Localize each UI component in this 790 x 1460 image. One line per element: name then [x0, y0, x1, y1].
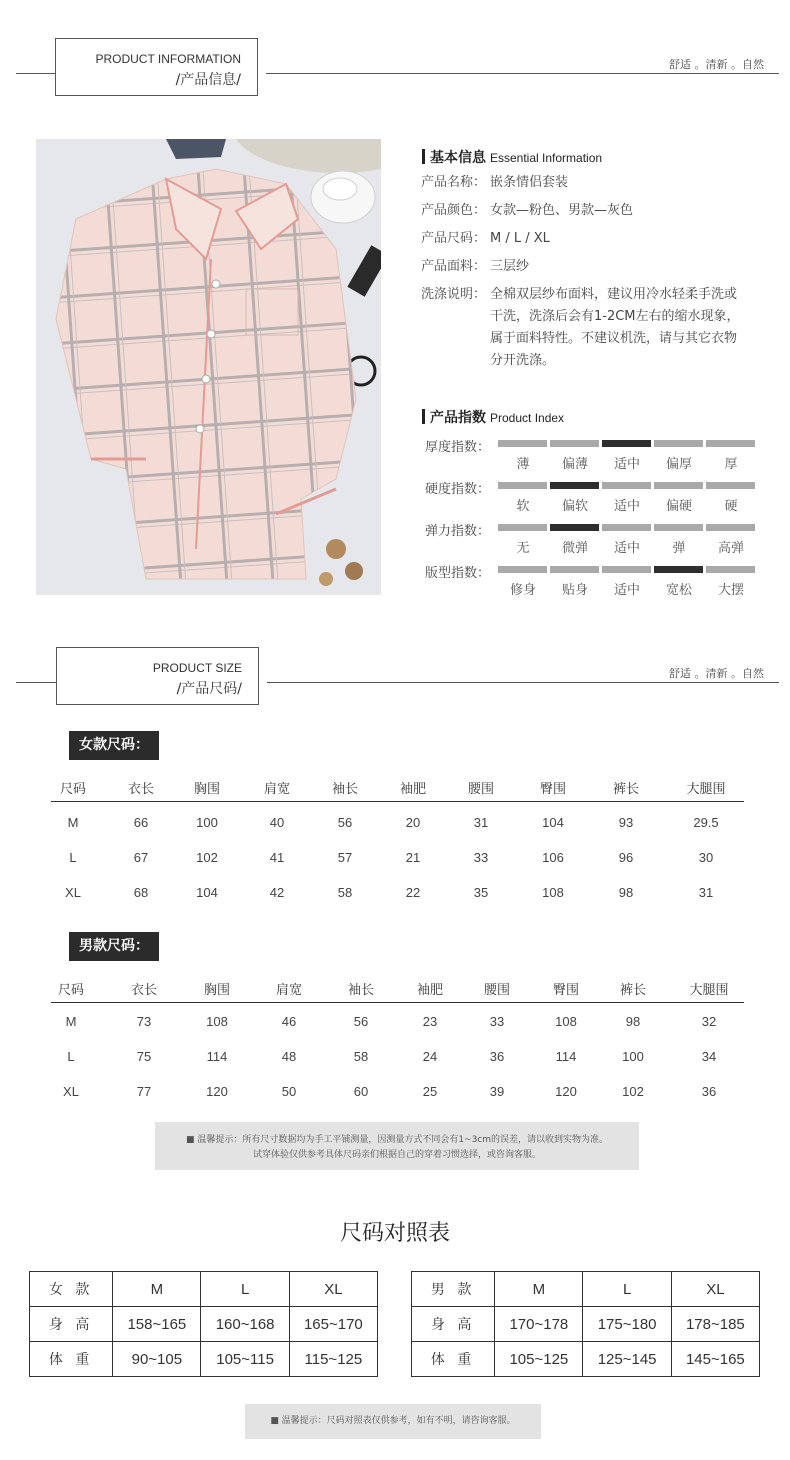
info-label: 产品面料： — [421, 259, 487, 274]
section2-rule-right — [267, 682, 779, 683]
basic-info-title — [422, 147, 602, 167]
table-header-rule — [51, 1002, 744, 1003]
index-segment — [550, 440, 599, 447]
chart-cell: 105~125 — [495, 1342, 583, 1377]
table-header-cell: 胸围 — [203, 983, 230, 998]
table-cell: 68 — [133, 885, 149, 900]
table-header-cell: 腰围 — [483, 983, 510, 998]
table-cell: 30 — [698, 850, 714, 865]
table-header-cell: 裤长 — [612, 782, 639, 797]
table-cell: 46 — [281, 1014, 297, 1029]
size-chart-title: 尺码对照表 — [339, 1221, 450, 1246]
table-cell: 60 — [353, 1084, 369, 1099]
index-option-label: 软 — [516, 499, 530, 514]
index-label: 版型指数： — [425, 566, 491, 581]
table-cell: L — [67, 1049, 75, 1064]
info-value: 三层纱 — [490, 259, 530, 274]
chart-cell: 170~178 — [495, 1307, 583, 1342]
chart-cell: L — [201, 1272, 289, 1307]
table-cell: 56 — [353, 1014, 369, 1029]
index-segment — [706, 482, 755, 489]
table-cell: 93 — [618, 815, 634, 830]
table-header-cell: 臀围 — [539, 782, 566, 797]
table-cell: 106 — [542, 850, 564, 865]
table-cell: 73 — [136, 1014, 152, 1029]
info-label: 产品颜色： — [421, 203, 487, 218]
chart-header-row — [30, 1272, 378, 1307]
index-segment-selected — [654, 566, 703, 573]
index-segment — [654, 524, 703, 531]
index-option-label: 偏软 — [561, 499, 588, 514]
care-line: 干洗，洗涤后会有1-2CM左右的缩水现象， — [490, 309, 740, 324]
index-option-label: 硬 — [724, 499, 738, 514]
index-option-label: 偏薄 — [561, 457, 588, 472]
table-cell: 20 — [405, 815, 421, 830]
chart-row — [30, 1307, 378, 1342]
table-cell: 33 — [489, 1014, 505, 1029]
index-option-label: 宽松 — [665, 583, 692, 598]
index-label: 弹力指数： — [425, 524, 491, 539]
section2-tagline: 舒适 。清新 。自然 — [669, 667, 764, 680]
size-chart-note: ■ 温馨提示：尺码对照表仅供参考，如有不明，请咨询客服。 — [245, 1404, 541, 1439]
table-header-cell: 大腿围 — [686, 782, 726, 797]
index-option-label: 薄 — [516, 457, 530, 472]
section1-tagline: 舒适 。清新 。自然 — [669, 58, 764, 71]
table-cell: 40 — [269, 815, 285, 830]
table-cell: 120 — [206, 1084, 228, 1099]
table-cell: 104 — [542, 815, 564, 830]
table-header-cell: 胸围 — [193, 782, 220, 797]
section1-rule-left — [16, 73, 56, 74]
section1-rule-right — [266, 73, 779, 74]
table-cell: 31 — [698, 885, 714, 900]
chart-cell: 158~165 — [113, 1307, 201, 1342]
product-index-title-cn: 产品指数 — [430, 410, 486, 426]
care-line: 属于面料特性。不建议机洗，请与其它衣物 — [490, 331, 738, 346]
index-segment — [498, 440, 547, 447]
index-option-label: 微弹 — [561, 541, 588, 556]
index-option-label: 修身 — [509, 583, 536, 598]
index-segment — [602, 482, 651, 489]
table-cell: 114 — [206, 1049, 228, 1064]
section1-title-cn: /产品信息/ — [175, 72, 241, 88]
info-row-name — [421, 172, 568, 194]
section1-title-en: PRODUCT INFORMATION — [95, 52, 241, 66]
table-header-cell: 袖肥 — [416, 983, 443, 998]
note-line: ■ 温馨提示：所有尺寸数据均为手工平铺测量，因测量方式不同会有1~3cm的误差，请以收到实物为准。 — [185, 1135, 609, 1145]
care-line: 全棉双层纱布面料，建议用冷水轻柔手洗或 — [490, 287, 738, 302]
chart-cell: M — [495, 1272, 583, 1307]
product-index-title-en: Product Index — [490, 411, 565, 425]
table-cell: 108 — [555, 1014, 577, 1029]
info-row-color — [421, 200, 633, 222]
info-row-fabric — [421, 256, 529, 278]
chart-cell: 115~125 — [289, 1342, 377, 1377]
table-cell: 58 — [353, 1049, 369, 1064]
chart-cell: 125~145 — [583, 1342, 671, 1377]
table-header-cell: 衣长 — [127, 782, 154, 797]
index-option-label: 偏厚 — [665, 457, 692, 472]
section1-header-box — [55, 38, 258, 96]
index-segment — [654, 482, 703, 489]
table-header-cell: 袖长 — [331, 782, 358, 797]
table-cell: 24 — [422, 1049, 438, 1064]
table-cell: 34 — [701, 1049, 717, 1064]
table-cell: 75 — [136, 1049, 152, 1064]
index-option-label: 适中 — [613, 541, 640, 556]
basic-info-title-en: Essential Information — [490, 151, 603, 165]
table-cell: 36 — [489, 1049, 505, 1064]
men-size-chart — [411, 1271, 760, 1377]
table-cell: 77 — [136, 1084, 152, 1099]
table-header-cell: 裤长 — [619, 983, 646, 998]
section2-rule-left — [16, 682, 57, 683]
chart-cell: 身 高 — [30, 1307, 113, 1342]
table-cell: XL — [63, 1084, 79, 1099]
table-cell: M — [65, 1014, 77, 1029]
info-value: 女款—粉色、男款—灰色 — [490, 203, 634, 218]
table-header-rule — [51, 801, 744, 802]
chart-cell: 体 重 — [30, 1342, 113, 1377]
index-segment — [706, 524, 755, 531]
chart-row — [30, 1342, 378, 1377]
chart-cell: 145~165 — [671, 1342, 759, 1377]
index-segment — [602, 566, 651, 573]
table-cell: 108 — [542, 885, 564, 900]
chart-cell: 105~115 — [201, 1342, 289, 1377]
women-size-tag: 女款尺码： — [69, 731, 159, 760]
table-cell: 57 — [337, 850, 353, 865]
chart-cell: 165~170 — [289, 1307, 377, 1342]
table-cell: 102 — [196, 850, 218, 865]
table-header-cell: 尺码 — [57, 983, 84, 998]
table-cell: 25 — [422, 1084, 438, 1099]
care-instructions — [490, 284, 740, 372]
index-option-label: 无 — [516, 541, 530, 556]
table-header-cell: 袖肥 — [399, 782, 426, 797]
index-segment — [654, 440, 703, 447]
chart-row — [412, 1307, 760, 1342]
index-segment — [498, 524, 547, 531]
table-cell: 100 — [622, 1049, 644, 1064]
index-segment-selected — [602, 440, 651, 447]
basic-info-title-cn: 基本信息 — [430, 150, 486, 166]
chart-cell: 身 高 — [412, 1307, 495, 1342]
table-header-cell: 腰围 — [467, 782, 494, 797]
table-header-cell: 衣长 — [130, 983, 157, 998]
table-cell: 33 — [473, 850, 489, 865]
index-label: 硬度指数： — [425, 482, 491, 497]
info-label: 洗涤说明： — [421, 287, 487, 302]
chart-cell: 女 款 — [30, 1272, 113, 1307]
chart-cell: 体 重 — [412, 1342, 495, 1377]
table-header-cell: 肩宽 — [263, 782, 290, 797]
table-cell: 41 — [269, 850, 285, 865]
product-photo — [36, 139, 381, 595]
table-cell: 31 — [473, 815, 489, 830]
index-option-label: 适中 — [613, 583, 640, 598]
chart-cell: 90~105 — [113, 1342, 201, 1377]
table-cell: 39 — [489, 1084, 505, 1099]
info-label: 产品名称： — [421, 175, 487, 190]
chart-cell: 175~180 — [583, 1307, 671, 1342]
table-cell: 114 — [555, 1049, 577, 1064]
table-cell: 98 — [618, 885, 634, 900]
table-cell: XL — [65, 885, 81, 900]
measurement-note — [155, 1122, 639, 1170]
table-cell: 48 — [281, 1049, 297, 1064]
table-cell: 23 — [422, 1014, 438, 1029]
table-cell: 67 — [133, 850, 149, 865]
table-cell: 50 — [281, 1084, 297, 1099]
table-header-cell: 大腿围 — [689, 983, 729, 998]
index-label: 厚度指数： — [425, 440, 491, 455]
table-cell: 96 — [618, 850, 634, 865]
info-row-size — [421, 228, 550, 250]
index-option-label: 高弹 — [717, 541, 744, 556]
table-cell: 22 — [405, 885, 421, 900]
table-header-cell: 袖长 — [347, 983, 374, 998]
table-cell: 100 — [196, 815, 218, 830]
table-cell: 102 — [622, 1084, 644, 1099]
index-segment — [602, 524, 651, 531]
chart-cell: M — [113, 1272, 201, 1307]
info-label: 产品尺码： — [421, 231, 487, 246]
info-value: M / L / XL — [490, 231, 550, 246]
chart-cell: XL — [671, 1272, 759, 1307]
table-cell: 58 — [337, 885, 353, 900]
title-bar-marker — [422, 409, 425, 424]
table-cell: 56 — [337, 815, 353, 830]
chart-cell: 160~168 — [201, 1307, 289, 1342]
index-option-label: 适中 — [613, 499, 640, 514]
table-cell: M — [67, 815, 79, 830]
pajama-shirt-illustration — [36, 139, 381, 595]
index-option-label: 贴身 — [561, 583, 588, 598]
table-header-cell: 尺码 — [59, 782, 86, 797]
index-segment-selected — [550, 524, 599, 531]
index-option-label: 弹 — [672, 541, 686, 556]
chart-cell: 178~185 — [671, 1307, 759, 1342]
section2-title-en: PRODUCT SIZE — [152, 661, 242, 675]
table-cell: 32 — [701, 1014, 717, 1029]
table-cell: 120 — [555, 1084, 577, 1099]
index-segment — [550, 566, 599, 573]
chart-cell: L — [583, 1272, 671, 1307]
men-size-tag: 男款尺码： — [69, 932, 159, 961]
info-value: 嵌条情侣套装 — [490, 175, 569, 190]
index-segment — [706, 566, 755, 573]
chart-cell: XL — [289, 1272, 377, 1307]
table-cell: 66 — [133, 815, 149, 830]
table-cell: L — [69, 850, 77, 865]
index-segment — [706, 440, 755, 447]
product-index-title — [422, 407, 564, 427]
index-segment — [498, 482, 547, 489]
care-line: 分开洗涤。 — [490, 353, 556, 368]
section2-header-box — [56, 647, 259, 705]
table-cell: 98 — [625, 1014, 641, 1029]
table-cell: 36 — [701, 1084, 717, 1099]
table-header-cell: 臀围 — [552, 983, 579, 998]
title-bar-marker — [422, 149, 425, 164]
section2-title-cn: /产品尺码/ — [176, 681, 242, 697]
table-cell: 104 — [196, 885, 218, 900]
women-size-chart — [29, 1271, 378, 1377]
table-cell: 35 — [473, 885, 489, 900]
index-option-label: 厚 — [724, 457, 738, 472]
index-option-label: 偏硬 — [665, 499, 692, 514]
chart-row — [412, 1342, 760, 1377]
chart-cell: 男 款 — [412, 1272, 495, 1307]
table-header-cell: 肩宽 — [275, 983, 302, 998]
note-line: 试穿体验仅供参考具体尺码亲们根据自己的穿着习惯选择，或咨询客服。 — [252, 1150, 541, 1160]
index-option-label: 适中 — [613, 457, 640, 472]
index-segment-selected — [550, 482, 599, 489]
info-row-care — [421, 284, 740, 372]
index-segment — [498, 566, 547, 573]
table-cell: 108 — [206, 1014, 228, 1029]
table-cell: 29.5 — [693, 815, 719, 830]
chart-header-row — [412, 1272, 760, 1307]
index-option-label: 大摆 — [717, 583, 744, 598]
table-cell: 21 — [405, 850, 421, 865]
table-cell: 42 — [269, 885, 285, 900]
